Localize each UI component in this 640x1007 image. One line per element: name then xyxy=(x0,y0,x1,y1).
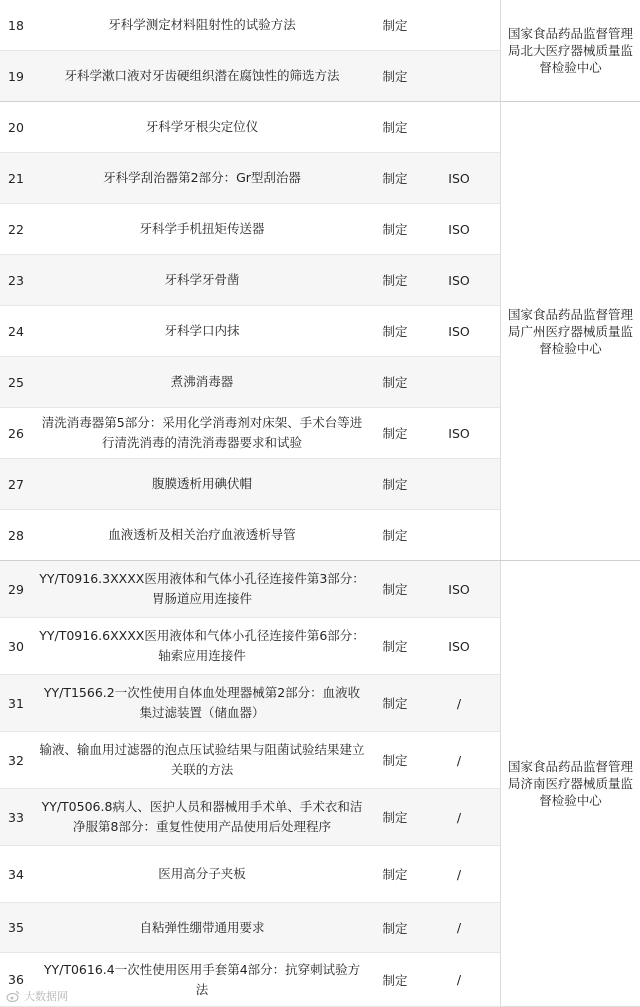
watermark-text: 大数据网 xyxy=(24,990,68,1003)
row-number-text: 25 xyxy=(8,374,24,390)
row-project-type xyxy=(370,408,420,458)
row-project-type-text: 制定 xyxy=(382,920,408,936)
table-row xyxy=(0,953,500,1007)
row-project-type xyxy=(370,510,420,560)
row-standard-name xyxy=(34,903,370,952)
row-project-type-text: 制定 xyxy=(382,477,408,492)
row-adopted-standard xyxy=(420,153,498,203)
row-project-type-text: 制定 xyxy=(382,171,408,186)
table-row xyxy=(0,732,500,789)
row-adopted-standard xyxy=(420,357,498,407)
row-standard-name-text: 血液透析及相关治疗血液透析导管 xyxy=(108,527,296,542)
row-project-type-text: 制定 xyxy=(382,324,408,339)
row-standard-name xyxy=(34,408,370,458)
row-standard-name-text: YY/T0506.8病人、医护人员和器械用手术单、手术衣和洁净服第8部分：重复性使用产品使用后处理程序 xyxy=(41,799,363,834)
table-row xyxy=(0,0,500,51)
row-standard-name xyxy=(34,561,370,617)
row-standard-name xyxy=(34,102,370,152)
row-project-type-text: 制定 xyxy=(382,867,408,882)
row-adopted-standard xyxy=(420,255,498,305)
row-adopted-standard-text: / xyxy=(456,809,462,825)
row-number xyxy=(0,561,34,617)
row-project-type xyxy=(370,51,420,101)
responsible-unit-cell xyxy=(500,102,640,561)
row-number-text: 22 xyxy=(8,221,24,237)
row-adopted-standard xyxy=(420,732,498,788)
row-number-text: 34 xyxy=(8,866,24,882)
table-row xyxy=(0,675,500,732)
row-standard-name-text: 牙科学手机扭矩传送器 xyxy=(139,221,265,236)
row-project-type xyxy=(370,675,420,731)
row-adopted-standard xyxy=(420,510,498,560)
row-adopted-standard-text: ISO xyxy=(448,323,470,339)
row-project-type xyxy=(370,255,420,305)
row-number-text: 19 xyxy=(8,68,24,84)
row-number xyxy=(0,903,34,952)
table-row xyxy=(0,357,500,408)
row-number xyxy=(0,846,34,902)
row-standard-name xyxy=(34,51,370,101)
row-project-type xyxy=(370,561,420,617)
row-adopted-standard-text: / xyxy=(456,866,462,882)
row-number xyxy=(0,306,34,356)
row-number xyxy=(0,255,34,305)
row-number xyxy=(0,153,34,203)
row-number-text: 31 xyxy=(8,695,24,711)
row-adopted-standard xyxy=(420,675,498,731)
row-project-type-text: 制定 xyxy=(382,120,408,135)
table-row xyxy=(0,153,500,204)
row-number xyxy=(0,789,34,845)
row-adopted-standard xyxy=(420,306,498,356)
table-row xyxy=(0,618,500,675)
row-adopted-standard-text: / xyxy=(456,695,462,711)
row-number xyxy=(0,510,34,560)
row-number xyxy=(0,459,34,509)
row-project-type-text: 制定 xyxy=(382,273,408,288)
table-row xyxy=(0,51,500,102)
row-standard-name xyxy=(34,204,370,254)
row-project-type-text: 制定 xyxy=(382,639,408,654)
row-number xyxy=(0,0,34,50)
row-project-type xyxy=(370,306,420,356)
row-number-text: 24 xyxy=(8,323,24,339)
table-row xyxy=(0,561,500,618)
row-standard-name-text: 牙科学口内抹 xyxy=(164,323,240,338)
row-number xyxy=(0,102,34,152)
row-standard-name-text: 牙科学牙根尖定位仪 xyxy=(145,119,259,134)
row-standard-name-text: 牙科学牙骨凿 xyxy=(164,272,240,287)
row-number xyxy=(0,204,34,254)
row-standard-name xyxy=(34,789,370,845)
table-row xyxy=(0,459,500,510)
row-number-text: 36 xyxy=(8,972,24,987)
row-adopted-standard-text: / xyxy=(456,752,462,768)
row-number-text: 23 xyxy=(8,272,24,288)
row-standard-name xyxy=(34,0,370,50)
row-standard-name-text: YY/T0916.3XXXX医用液体和气体小孔径连接件第3部分：胃肠道应用连接件 xyxy=(39,571,365,606)
row-standard-name xyxy=(34,255,370,305)
row-number-text: 20 xyxy=(8,119,24,135)
row-standard-name-text: 腹膜透析用碘伏帽 xyxy=(151,476,252,491)
row-project-type xyxy=(370,357,420,407)
row-standard-name xyxy=(34,846,370,902)
table-row xyxy=(0,846,500,903)
group-divider xyxy=(0,101,640,102)
table-row xyxy=(0,306,500,357)
row-standard-name-text: 牙科学漱口液对牙齿硬组织潜在腐蚀性的筛选方法 xyxy=(64,68,340,83)
responsible-unit-cell xyxy=(500,561,640,1007)
row-adopted-standard-text: ISO xyxy=(448,221,470,237)
row-adopted-standard-text: ISO xyxy=(448,425,470,441)
row-number-text: 27 xyxy=(8,476,24,492)
row-adopted-standard xyxy=(420,903,498,952)
row-standard-name-text: 医用高分子夹板 xyxy=(158,866,246,881)
row-standard-name-text: 自粘弹性绷带通用要求 xyxy=(139,919,265,935)
row-adopted-standard-text: ISO xyxy=(448,581,470,597)
weibo-logo-icon xyxy=(6,989,20,1003)
row-adopted-standard-text: ISO xyxy=(448,272,470,288)
row-standard-name xyxy=(34,732,370,788)
row-project-type xyxy=(370,903,420,952)
responsible-unit-text: 国家食品药品监督管理局北大医疗器械质量监督检验中心 xyxy=(507,26,633,75)
row-project-type-text: 制定 xyxy=(382,18,408,33)
row-project-type-text: 制定 xyxy=(382,528,408,543)
row-adopted-standard xyxy=(420,204,498,254)
row-project-type-text: 制定 xyxy=(382,582,408,597)
row-project-type-text: 制定 xyxy=(382,426,408,441)
table-row xyxy=(0,789,500,846)
row-number-text: 35 xyxy=(8,920,24,935)
row-project-type xyxy=(370,846,420,902)
row-standard-name xyxy=(34,510,370,560)
row-project-type xyxy=(370,732,420,788)
watermark xyxy=(6,988,68,1004)
row-adopted-standard-text: / xyxy=(456,972,462,987)
row-adopted-standard xyxy=(420,846,498,902)
row-adopted-standard xyxy=(420,618,498,674)
row-project-type xyxy=(370,459,420,509)
row-number-text: 18 xyxy=(8,17,24,33)
table-row xyxy=(0,510,500,561)
row-number xyxy=(0,51,34,101)
table-row xyxy=(0,204,500,255)
row-number xyxy=(0,408,34,458)
row-project-type xyxy=(370,0,420,50)
row-standard-name xyxy=(34,618,370,674)
row-number xyxy=(0,618,34,674)
row-adopted-standard-text: ISO xyxy=(448,638,470,654)
row-project-type xyxy=(370,618,420,674)
row-standard-name-text: YY/T0916.6XXXX医用液体和气体小孔径连接件第6部分：轴索应用连接件 xyxy=(39,628,365,663)
row-project-type-text: 制定 xyxy=(382,375,408,390)
row-project-type xyxy=(370,204,420,254)
row-project-type-text: 制定 xyxy=(382,972,408,988)
table-row xyxy=(0,903,500,953)
row-project-type xyxy=(370,153,420,203)
row-number xyxy=(0,732,34,788)
row-adopted-standard xyxy=(420,102,498,152)
responsible-unit-cell xyxy=(500,0,640,102)
row-adopted-standard-text: ISO xyxy=(448,170,470,186)
row-project-type xyxy=(370,953,420,1006)
row-adopted-standard xyxy=(420,51,498,101)
table-row xyxy=(0,102,500,153)
row-number xyxy=(0,357,34,407)
row-standard-name xyxy=(34,357,370,407)
row-standard-name-text: YY/T1566.2一次性使用自体血处理器械第2部分：血液收集过滤装置（储血器） xyxy=(43,685,361,720)
row-project-type-text: 制定 xyxy=(382,810,408,825)
row-adopted-standard xyxy=(420,0,498,50)
row-number-text: 30 xyxy=(8,638,24,654)
row-standard-name-text: 清洗消毒器第5部分：采用化学消毒剂对床架、手术台等进行清洗消毒的清洗消毒器要求和试验 xyxy=(41,415,363,450)
row-number-text: 33 xyxy=(8,809,24,825)
row-project-type-text: 制定 xyxy=(382,222,408,237)
table-row xyxy=(0,255,500,306)
row-project-type-text: 制定 xyxy=(382,69,408,84)
group-divider xyxy=(0,560,640,561)
row-project-type-text: 制定 xyxy=(382,753,408,768)
row-standard-name xyxy=(34,306,370,356)
row-adopted-standard xyxy=(420,408,498,458)
row-number-text: 29 xyxy=(8,581,24,597)
row-standard-name xyxy=(34,153,370,203)
row-adopted-standard xyxy=(420,459,498,509)
row-project-type xyxy=(370,789,420,845)
row-number-text: 32 xyxy=(8,752,24,768)
row-project-type xyxy=(370,102,420,152)
responsible-unit-text: 国家食品药品监督管理局广州医疗器械质量监督检验中心 xyxy=(507,306,633,356)
row-standard-name xyxy=(34,953,370,1006)
row-standard-name xyxy=(34,675,370,731)
row-adopted-standard xyxy=(420,953,498,1006)
row-number-text: 28 xyxy=(8,527,24,543)
table-row xyxy=(0,408,500,459)
row-adopted-standard xyxy=(420,561,498,617)
row-standard-name-text: 煮沸消毒器 xyxy=(170,374,234,389)
row-adopted-standard xyxy=(420,789,498,845)
row-standard-name-text: 牙科学测定材料阻射性的试验方法 xyxy=(108,17,296,32)
row-adopted-standard-text: / xyxy=(456,920,462,935)
row-number xyxy=(0,675,34,731)
row-standard-name-text: 输液、输血用过滤器的泡点压试验结果与阻菌试验结果建立关联的方法 xyxy=(39,742,365,777)
responsible-unit-text: 国家食品药品监督管理局济南医疗器械质量监督检验中心 xyxy=(507,759,633,808)
row-standard-name xyxy=(34,459,370,509)
row-standard-name-text: YY/T0616.4一次性使用医用手套第4部分：抗穿刺试验方法 xyxy=(43,961,361,997)
row-standard-name-text: 牙科学刮治器第2部分：Gr型刮治器 xyxy=(103,170,301,185)
row-project-type-text: 制定 xyxy=(382,696,408,711)
row-number-text: 26 xyxy=(8,425,24,441)
row-number-text: 21 xyxy=(8,170,24,186)
